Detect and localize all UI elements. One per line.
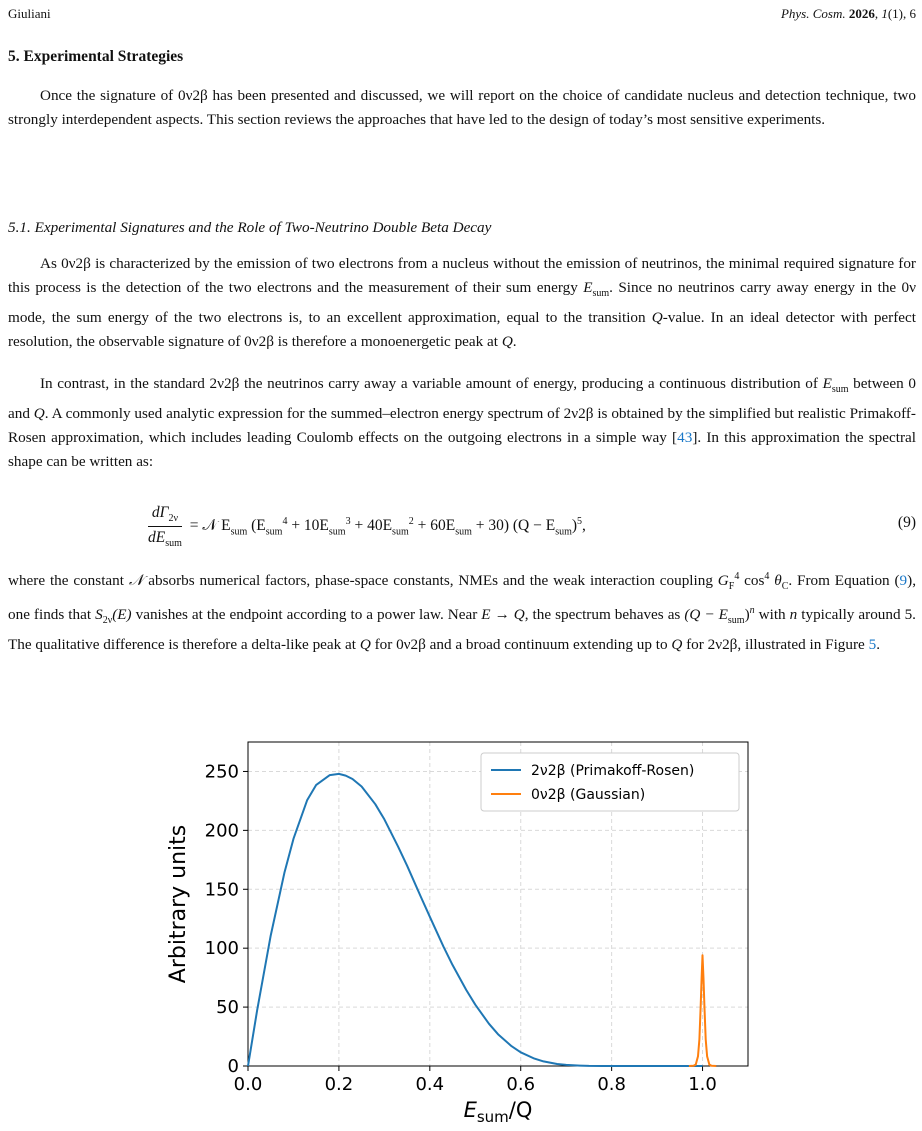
journal-issue-page: (1), 6: [887, 6, 916, 21]
section-title: 5. Experimental Strategies: [8, 48, 184, 65]
journal-year: 2026: [848, 6, 875, 21]
journal-volume: 1: [881, 6, 888, 21]
spectrum-chart: [163, 735, 773, 1125]
y-axis-label: Arbitrary units: [166, 824, 191, 984]
y-tick-label: 0: [227, 1056, 239, 1077]
series-line-0: [248, 774, 703, 1066]
x-axis-label: $E_{sum}/Q$: [463, 1098, 533, 1125]
legend-label-0nu: 0ν2β (Gaussian): [531, 787, 646, 803]
equation-body: $\frac{d\Gamma_{2\nu}}{dE_{sum}}$ = 𝒩 $E_{sum}$ $(E_{sum}^4 + 10E_{sum}^3 + 40E_{sum}^2 + 60E_{sum} + 30) (Q - E_{sum})^5$,: [148, 504, 586, 550]
legend-label-2nu: 2ν2β (Primakoff-Rosen): [531, 763, 695, 779]
chart-legend: [481, 753, 739, 811]
x-tick-label: 1.0: [688, 1074, 717, 1095]
paragraph-signature: As 0ν2β is characterized by the emission of two electrons from a nucleus without the emission of neutrinos, the minimal required signature for this process is the detection of the two electrons and the measurement of their sum energy $E_{sum}$. Since no neutrinos carry away energy in the 0ν mode, the sum energy of the two electrons is, to an excellent approximation, equal to the transition Q-value. In an ideal detector with perfect resolution, the observable signature of 0ν2β is therefore a monoenergetic peak at Q.: [8, 255, 917, 351]
section-intro: Once the signature of 0ν2β has been presented and discussed, we will report on the choice of candidate nucleus and detection technique, two strongly interdependent aspects. This section reviews the approaches that have led to the design of today’s most sensitive experiments.: [8, 87, 916, 128]
journal-name: Phys. Cosm.: [780, 6, 846, 21]
y-tick-label: 250: [204, 761, 239, 783]
paragraph-two-neutrino: In contrast, in the standard 2ν2β the neutrinos carry away a variable amount of energy, producing a continuous distribution of $E_{sum}$ between 0 and Q. A commonly used analytic expression for the summed–electron energy spectrum of 2ν2β is obtained by the simplified but realistic Primakoff-Rosen approximation, which includes leading Coulomb effects on the outgoing electrons in a simple way [43]. In this approximation the spectral shape can be written as:: [8, 375, 916, 471]
y-tick-label: 100: [204, 938, 239, 960]
chart-series: [248, 774, 716, 1066]
y-tick-label: 50: [216, 997, 239, 1019]
author-header: Giuliani: [8, 6, 51, 21]
x-tick-label: 0.2: [324, 1074, 354, 1095]
x-tick-label: 0.4: [415, 1074, 445, 1095]
x-tick-label: 0.6: [506, 1074, 536, 1095]
subsection-title: 5.1. Experimental Signatures and the Role of Two-Neutrino Double Beta Decay: [8, 219, 492, 236]
running-head: [8, 6, 916, 26]
paragraph-constant: where the constant 𝒩 absorbs numerical factors, phase-space constants, NMEs and the weak interaction coupling $G_F^4$ $\cos^4 \theta_C$. From Equation (9), one finds that $S_{2\nu}(E)$ vanishes at the endpoint according to a power law. Near E → Q, the spectrum behaves as $(Q - E_{sum})^n$ with n typically around 5. The qualitative difference is therefore a delta-like peak at Q for 0ν2β and a broad continuum extending up to Q for 2ν2β, illustrated in Figure 5.: [8, 571, 916, 654]
equation-fraction: $\frac{d\Gamma_{2\nu}}{dE_{sum}}$: [148, 504, 182, 550]
journal-header: Phys. Cosm. 2026, 1(1), 6: [780, 6, 916, 21]
figure-5: [163, 735, 773, 1130]
equation-ref-link[interactable]: 9: [899, 572, 908, 590]
equation-9: [8, 498, 916, 554]
figure-ref-link[interactable]: 5: [868, 636, 877, 654]
citation-link[interactable]: 43: [677, 429, 693, 447]
x-tick-label: 0.0: [233, 1074, 263, 1095]
equation-number: (9): [897, 514, 916, 531]
y-tick-label: 200: [204, 820, 239, 842]
x-tick-label: 0.8: [597, 1074, 626, 1095]
y-tick-label: 150: [204, 879, 239, 901]
